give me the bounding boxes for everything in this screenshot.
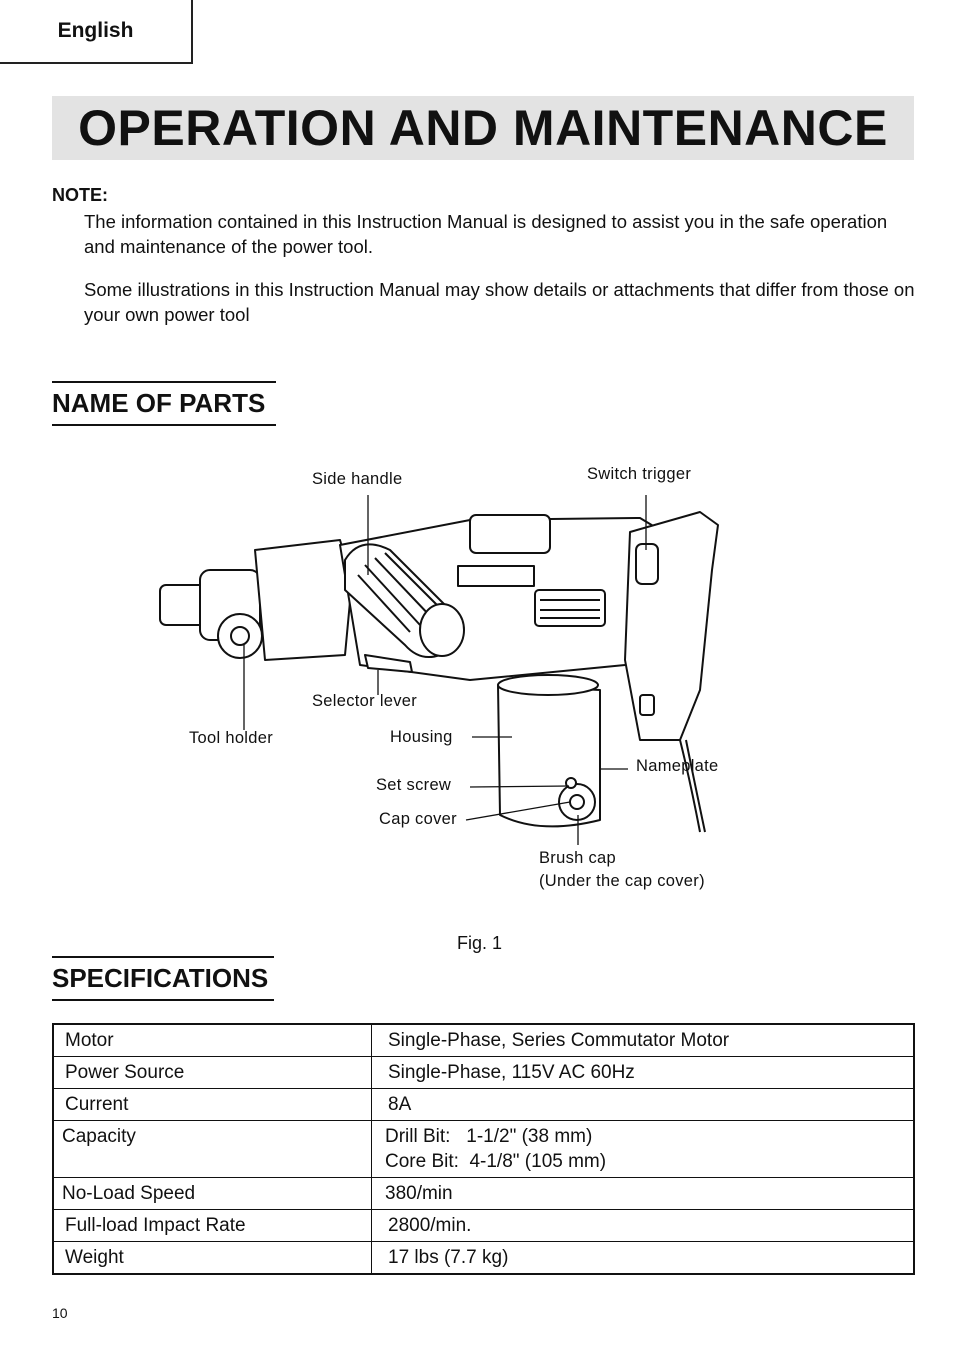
- switch-trigger-label: Switch trigger: [587, 465, 692, 483]
- note-label: NOTE:: [52, 185, 108, 205]
- page-title-band: [52, 96, 914, 160]
- specifications-heading: SPECIFICATIONS: [52, 956, 274, 1001]
- rotary-hammer-illustration: [0, 440, 954, 910]
- language-label: English: [57, 19, 134, 42]
- table-row: [54, 1177, 913, 1209]
- table-row: [54, 1088, 913, 1120]
- specifications-table: [52, 1023, 915, 1275]
- rotary-hammer-figure: [0, 440, 954, 910]
- spec-value: 2800/min.: [388, 1215, 472, 1236]
- spec-value-line: Drill Bit: 1-1/2" (38 mm): [385, 1126, 593, 1147]
- spec-label: Weight: [54, 1242, 372, 1273]
- table-row: [54, 1209, 913, 1241]
- spec-value: Single-Phase, Series Commutator Motor: [388, 1030, 730, 1051]
- table-row: [54, 1120, 913, 1177]
- housing-label: Housing: [390, 728, 453, 746]
- spec-value: 380/min: [385, 1183, 453, 1204]
- spec-label: Current: [54, 1089, 372, 1120]
- note-paragraph-1: The information contained in this Instruction Manual is designed to assist you in the safe operation and maintenance of the power tool.: [84, 211, 888, 257]
- brush-cap-label: Brush cap: [539, 849, 616, 867]
- table-row: [54, 1056, 913, 1088]
- spec-label: Capacity: [54, 1121, 372, 1177]
- table-row: [54, 1025, 913, 1056]
- language-tab: [0, 0, 193, 64]
- page-title: OPERATION AND MAINTENANCE: [78, 100, 888, 156]
- tool-holder-label: Tool holder: [189, 729, 274, 747]
- spec-label: Power Source: [54, 1057, 372, 1088]
- spec-value: 8A: [388, 1094, 412, 1115]
- spec-value: [372, 1121, 913, 1177]
- name-of-parts-heading: NAME OF PARTS: [52, 381, 276, 426]
- spec-value: 17 lbs (7.7 kg): [388, 1247, 509, 1268]
- side-handle-label: Side handle: [312, 470, 403, 488]
- spec-label: Motor: [54, 1025, 372, 1056]
- figure-caption: Fig. 1: [457, 933, 503, 953]
- selector-lever-label: Selector lever: [312, 692, 418, 710]
- set-screw-label: Set screw: [376, 776, 452, 794]
- brush-cap-note-label: (Under the cap cover): [539, 872, 705, 890]
- page-number: 10: [52, 1305, 68, 1321]
- spec-value: Single-Phase, 115V AC 60Hz: [388, 1062, 635, 1083]
- spec-label: Full-load Impact Rate: [54, 1210, 372, 1241]
- spec-label: No-Load Speed: [54, 1178, 372, 1209]
- nameplate-label: Nameplate: [636, 757, 719, 775]
- note-paragraph-2: Some illustrations in this Instruction Manual may show details or attachments that differ from those on your own power tool: [84, 279, 915, 325]
- table-row: [54, 1241, 913, 1273]
- spec-value-line: Core Bit: 4-1/8" (105 mm): [385, 1151, 607, 1172]
- cap-cover-label: Cap cover: [379, 810, 457, 828]
